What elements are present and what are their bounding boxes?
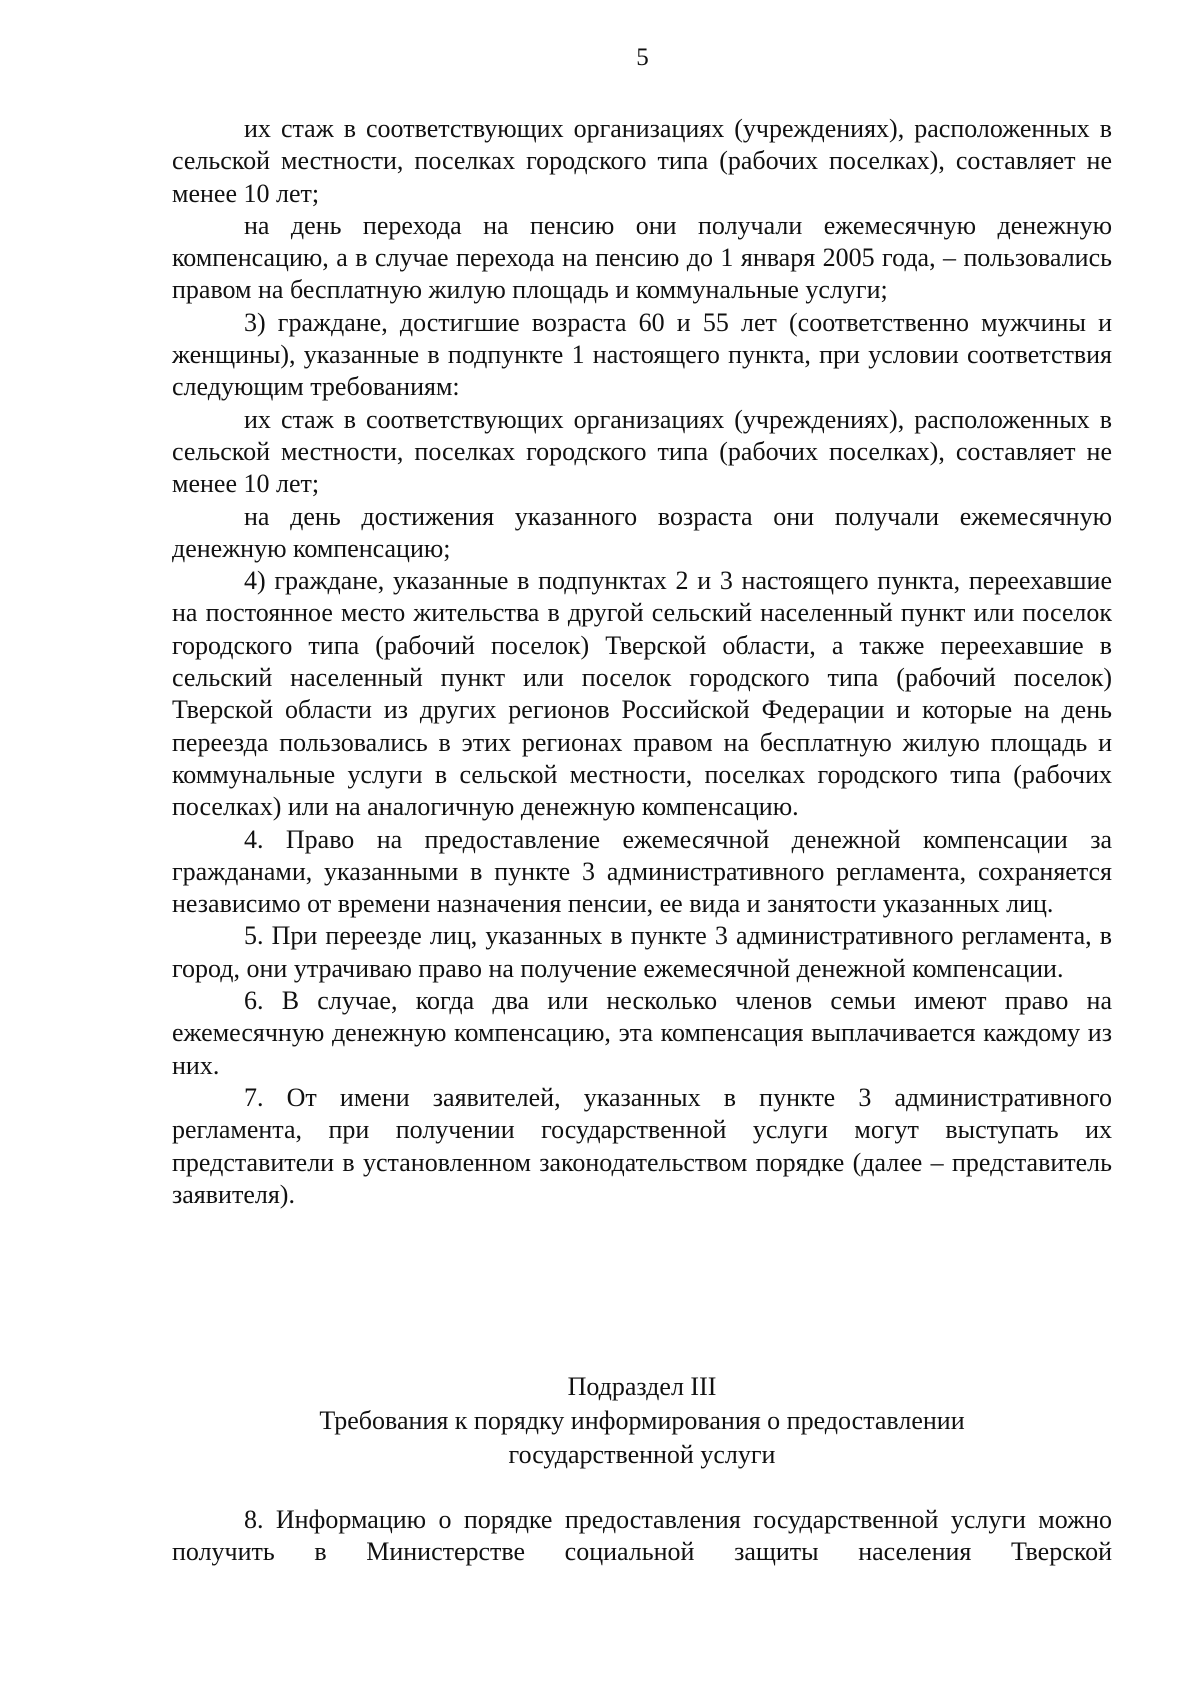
paragraph-clause-8: 8. Информацию о порядке предоставления государственной услуги можно получить в Министерстве социальной защиты населения Тверской xyxy=(172,1505,1112,1567)
paragraph-clause-6: 6. В случае, когда два или несколько членов семьи имеют право на ежемесячную денежную компенсацию, эта компенсация выплачивается каждому из них. xyxy=(172,986,1112,1080)
section-subtitle-line-2: государственной услуги xyxy=(508,1440,776,1469)
paragraph-clause-7: 7. От имени заявителей, указанных в пункте 3 административного регламента, при получении государственной услуги могут выступать их представители в установленном законодательством порядке (далее – представитель заявителя). xyxy=(172,1082,1112,1209)
paragraph-seniority-1: их стаж в соответствующих организациях (учреждениях), расположенных в сельской местности, поселках городского типа (рабочих поселках), составляет не менее 10 лет; xyxy=(172,114,1112,208)
section-subtitle-line-1: Требования к порядку информирования о предоставлении xyxy=(319,1406,965,1435)
document-body xyxy=(172,113,1112,1211)
section-title: Подраздел III xyxy=(567,1372,717,1401)
page-number: 5 xyxy=(636,44,649,71)
paragraph-seniority-2: их стаж в соответствующих организациях (учреждениях), расположенных в сельской местности, поселках городского типа (рабочих поселках), составляет не менее 10 лет; xyxy=(172,404,1112,499)
paragraph-clause-5: 5. При переезде лиц, указанных в пункте 3 административного регламента, в город, они утрачиваю право на получение ежемесячной денежной компенсации. xyxy=(172,921,1112,983)
paragraph-item-3: 3) граждане, достигшие возраста 60 и 55 лет (соответственно мужчины и женщины), указанные в подпункте 1 настоящего пункта, при условии соответствия следующим требованиям: xyxy=(172,307,1112,402)
section-heading xyxy=(172,1370,1112,1472)
paragraph-clause-4: 4. Право на предоставление ежемесячной денежной компенсации за гражданами, указанными в пункте 3 административного регламента, сохраняется независимо от времени назначения пенсии, ее вида и занятости указанных лиц. xyxy=(172,824,1112,919)
closing-body xyxy=(172,1504,1112,1569)
paragraph-item-4: 4) граждане, указанные в подпунктах 2 и 3 настоящего пункта, переехавшие на постоянное место жительства в другой сельский населенный пункт или поселок городского типа (рабочий поселок) Тверской области, а также переехавшие в сельский населенный пункт или поселок городского типа (рабочий поселок) Тверской области из других регионов Российской Федерации и которые на день переезда пользовались в этих регионах правом на бесплатную жилую площадь и коммунальные услуги в сельской местности, поселках городского типа (рабочих поселках) или на аналогичную денежную компенсацию. xyxy=(172,566,1112,822)
paragraph-compensation-on-age: на день достижения указанного возраста они получали ежемесячную денежную компенсацию; xyxy=(172,501,1112,563)
paragraph-compensation-on-retirement: на день перехода на пенсию они получали ежемесячную денежную компенсацию, а в случае перехода на пенсию до 1 января 2005 года, – пользовались правом на бесплатную жилую площадь и коммунальные услуги; xyxy=(172,210,1112,305)
